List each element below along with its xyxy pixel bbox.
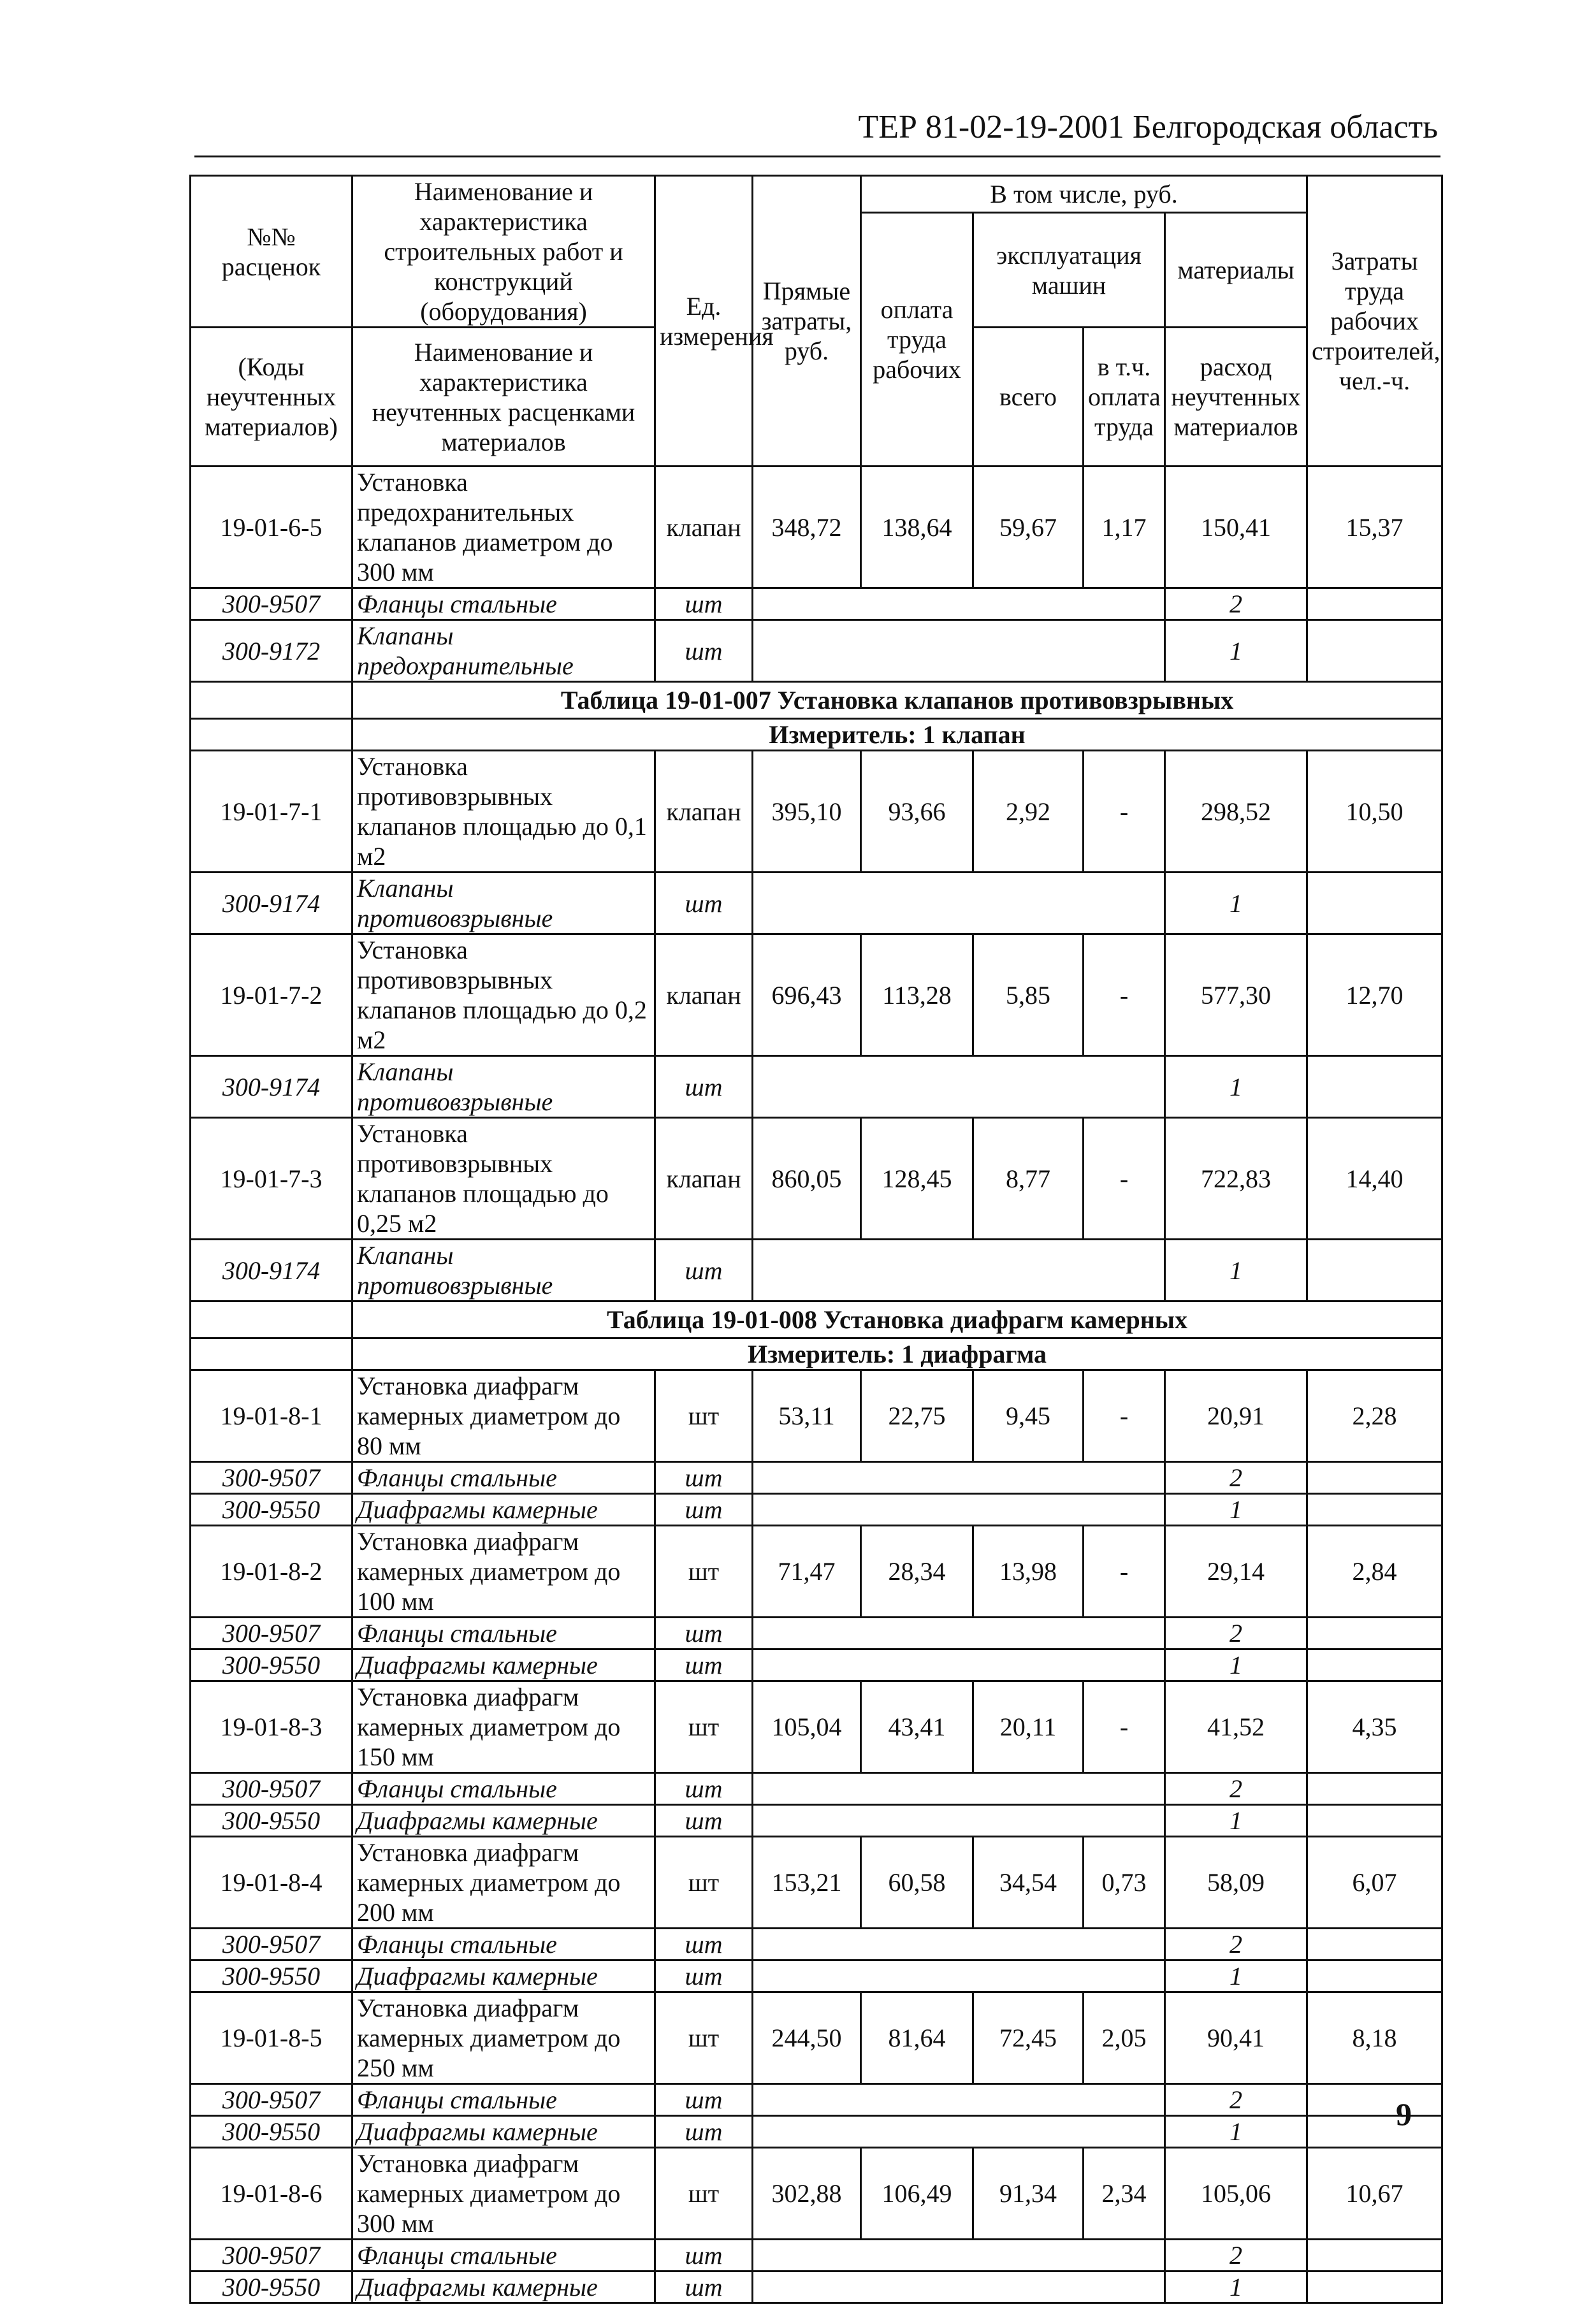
material-unit: шт: [655, 2116, 753, 2148]
col-header-material-use: расход неучтенных материалов: [1165, 328, 1307, 467]
table-title: Таблица 19-01-007 Установка клапанов противовзрывных: [352, 682, 1442, 719]
material-name: Клапаны противовзрывные: [352, 1240, 655, 1301]
unit: шт: [655, 1992, 753, 2084]
empty-cell: [191, 682, 352, 719]
labor-pay: 81,64: [861, 1992, 973, 2084]
material-unit: шт: [655, 2084, 753, 2116]
empty-cell: [753, 1960, 1165, 1992]
material-quantity: 1: [1165, 1056, 1307, 1118]
empty-cell: [753, 588, 1165, 620]
material-unit: шт: [655, 620, 753, 682]
rate-row: [191, 751, 1442, 873]
unit: шт: [655, 2148, 753, 2240]
page-number: 9: [1396, 2096, 1412, 2132]
empty-cell: [753, 2084, 1165, 2116]
rate-code: 19-01-8-6: [191, 2148, 352, 2240]
material-code: 300-9507: [191, 1773, 352, 1805]
empty-cell: [1307, 2240, 1442, 2271]
empty-cell: [1307, 1056, 1442, 1118]
col-header-materials: материалы: [1165, 213, 1307, 328]
rate-code: 19-01-7-3: [191, 1118, 352, 1240]
labor-hours: 10,50: [1307, 751, 1442, 873]
direct-cost: 244,50: [753, 1992, 861, 2084]
unit: клапан: [655, 1118, 753, 1240]
machine-labor-pay: -: [1084, 1118, 1165, 1240]
material-quantity: 1: [1165, 2271, 1307, 2303]
material-quantity: 2: [1165, 1773, 1307, 1805]
empty-cell: [753, 1056, 1165, 1118]
rate-code: 19-01-7-2: [191, 934, 352, 1056]
direct-cost: 71,47: [753, 1526, 861, 1618]
material-quantity: 2: [1165, 1462, 1307, 1494]
material-code: 300-9550: [191, 1649, 352, 1681]
labor-hours: 2,84: [1307, 1526, 1442, 1618]
material-name: Диафрагмы камерные: [352, 1649, 655, 1681]
material-name: Фланцы стальные: [352, 2240, 655, 2271]
rate-row: [191, 1526, 1442, 1618]
material-unit: шт: [655, 1649, 753, 1681]
machine-cost: 9,45: [973, 1370, 1084, 1462]
material-name: Фланцы стальные: [352, 588, 655, 620]
machine-cost: 34,54: [973, 1837, 1084, 1929]
material-code: 300-9507: [191, 2240, 352, 2271]
col-header-labor: Затраты труда рабочих строителей, чел.-ч.: [1307, 176, 1442, 467]
labor-hours: 4,35: [1307, 1681, 1442, 1773]
unit: клапан: [655, 751, 753, 873]
rates-table: [189, 175, 1443, 2304]
direct-cost: 696,43: [753, 934, 861, 1056]
table-title: Таблица 19-01-008 Установка диафрагм камерных: [352, 1301, 1442, 1338]
empty-cell: [1307, 1805, 1442, 1837]
empty-cell: [1307, 1494, 1442, 1526]
labor-pay: 43,41: [861, 1681, 973, 1773]
empty-cell: [1307, 873, 1442, 934]
direct-cost: 860,05: [753, 1118, 861, 1240]
material-row: [191, 1494, 1442, 1526]
machine-labor-pay: 2,34: [1084, 2148, 1165, 2240]
measure-row: [191, 1338, 1442, 1370]
machine-labor-pay: -: [1084, 1681, 1165, 1773]
rate-name: Установка противовзрывных клапанов площадью до 0,1 м2: [352, 751, 655, 873]
material-row: [191, 2116, 1442, 2148]
empty-cell: [753, 1618, 1165, 1649]
material-unit: шт: [655, 1773, 753, 1805]
rate-code: 19-01-8-1: [191, 1370, 352, 1462]
measure-unit: Измеритель: 1 клапан: [352, 719, 1442, 751]
empty-cell: [753, 2271, 1165, 2303]
empty-cell: [1307, 1649, 1442, 1681]
machine-cost: 8,77: [973, 1118, 1084, 1240]
material-code: 300-9550: [191, 1805, 352, 1837]
material-code: 300-9507: [191, 1618, 352, 1649]
measure-row: [191, 719, 1442, 751]
rate-code: 19-01-6-5: [191, 467, 352, 588]
material-name: Диафрагмы камерные: [352, 1960, 655, 1992]
rate-code: 19-01-8-5: [191, 1992, 352, 2084]
empty-cell: [753, 620, 1165, 682]
material-unit: шт: [655, 2240, 753, 2271]
material-unit: шт: [655, 1240, 753, 1301]
labor-hours: 8,18: [1307, 1992, 1442, 2084]
material-quantity: 1: [1165, 1960, 1307, 1992]
material-code: 300-9550: [191, 2271, 352, 2303]
material-name: Фланцы стальные: [352, 1929, 655, 1960]
material-quantity: 1: [1165, 1240, 1307, 1301]
material-unit: шт: [655, 1056, 753, 1118]
rate-code: 19-01-8-4: [191, 1837, 352, 1929]
material-name: Клапаны противовзрывные: [352, 873, 655, 934]
rate-code: 19-01-8-3: [191, 1681, 352, 1773]
direct-cost: 53,11: [753, 1370, 861, 1462]
material-quantity: 1: [1165, 2116, 1307, 2148]
material-cost: 105,06: [1165, 2148, 1307, 2240]
machine-cost: 13,98: [973, 1526, 1084, 1618]
empty-cell: [1307, 1618, 1442, 1649]
empty-cell: [753, 1649, 1165, 1681]
machine-labor-pay: 1,17: [1084, 467, 1165, 588]
rate-row: [191, 467, 1442, 588]
unit: клапан: [655, 467, 753, 588]
material-name: Фланцы стальные: [352, 1462, 655, 1494]
rate-row: [191, 1992, 1442, 2084]
material-unit: шт: [655, 2271, 753, 2303]
material-code: 300-9550: [191, 2116, 352, 2148]
labor-pay: 28,34: [861, 1526, 973, 1618]
unit: шт: [655, 1370, 753, 1462]
empty-cell: [753, 1240, 1165, 1301]
empty-cell: [1307, 620, 1442, 682]
direct-cost: 348,72: [753, 467, 861, 588]
rate-name: Установка диафрагм камерных диаметром до 300 мм: [352, 2148, 655, 2240]
table-title-row: [191, 682, 1442, 719]
material-quantity: 1: [1165, 620, 1307, 682]
material-code: 300-9507: [191, 588, 352, 620]
material-row: [191, 2084, 1442, 2116]
empty-cell: [1307, 1240, 1442, 1301]
material-name: Фланцы стальные: [352, 1618, 655, 1649]
empty-cell: [1307, 1462, 1442, 1494]
empty-cell: [1307, 1929, 1442, 1960]
material-quantity: 1: [1165, 1805, 1307, 1837]
empty-cell: [1307, 1960, 1442, 1992]
labor-pay: 22,75: [861, 1370, 973, 1462]
direct-cost: 395,10: [753, 751, 861, 873]
material-cost: 298,52: [1165, 751, 1307, 873]
labor-hours: 15,37: [1307, 467, 1442, 588]
machine-cost: 5,85: [973, 934, 1084, 1056]
labor-pay: 93,66: [861, 751, 973, 873]
col-header-total: всего: [973, 328, 1084, 467]
labor-hours: 6,07: [1307, 1837, 1442, 1929]
material-unit: шт: [655, 873, 753, 934]
empty-cell: [191, 1301, 352, 1338]
material-code: 300-9507: [191, 2084, 352, 2116]
material-unit: шт: [655, 1929, 753, 1960]
col-header-unit: Ед. измерения: [655, 176, 753, 467]
unit: шт: [655, 1681, 753, 1773]
empty-cell: [191, 1338, 352, 1370]
empty-cell: [753, 1929, 1165, 1960]
material-code: 300-9507: [191, 1462, 352, 1494]
col-header-incl-pay: в т.ч. оплата труда: [1084, 328, 1165, 467]
col-header-direct: Прямые затраты, руб.: [753, 176, 861, 467]
material-name: Фланцы стальные: [352, 1773, 655, 1805]
labor-pay: 113,28: [861, 934, 973, 1056]
labor-hours: 12,70: [1307, 934, 1442, 1056]
material-cost: 20,91: [1165, 1370, 1307, 1462]
machine-labor-pay: -: [1084, 1370, 1165, 1462]
unit: шт: [655, 1526, 753, 1618]
rate-name: Установка предохранительных клапанов диаметром до 300 мм: [352, 467, 655, 588]
empty-cell: [1307, 1773, 1442, 1805]
material-unit: шт: [655, 1805, 753, 1837]
material-cost: 90,41: [1165, 1992, 1307, 2084]
machine-cost: 20,11: [973, 1681, 1084, 1773]
empty-cell: [753, 1494, 1165, 1526]
material-unit: шт: [655, 1618, 753, 1649]
header-rule: [194, 156, 1440, 157]
material-name: Фланцы стальные: [352, 2084, 655, 2116]
material-cost: 150,41: [1165, 467, 1307, 588]
rate-name: Установка диафрагм камерных диаметром до 150 мм: [352, 1681, 655, 1773]
material-row: [191, 620, 1442, 682]
material-row: [191, 1056, 1442, 1118]
col-header-machines: эксплуатация машин: [973, 213, 1165, 328]
material-quantity: 2: [1165, 2240, 1307, 2271]
material-quantity: 1: [1165, 1494, 1307, 1526]
rate-row: [191, 1118, 1442, 1240]
empty-cell: [753, 1805, 1165, 1837]
rate-row: [191, 2148, 1442, 2240]
unit: клапан: [655, 934, 753, 1056]
rate-code: 19-01-7-1: [191, 751, 352, 873]
labor-hours: 2,28: [1307, 1370, 1442, 1462]
empty-cell: [1307, 588, 1442, 620]
material-code: 300-9174: [191, 873, 352, 934]
material-code: 300-9550: [191, 1494, 352, 1526]
empty-cell: [753, 1462, 1165, 1494]
material-cost: 41,52: [1165, 1681, 1307, 1773]
material-name: Диафрагмы камерные: [352, 1494, 655, 1526]
material-cost: 577,30: [1165, 934, 1307, 1056]
rate-name: Установка противовзрывных клапанов площадью до 0,25 м2: [352, 1118, 655, 1240]
rate-row: [191, 1370, 1442, 1462]
rate-name: Установка диафрагм камерных диаметром до 200 мм: [352, 1837, 655, 1929]
material-row: [191, 1618, 1442, 1649]
material-row: [191, 1960, 1442, 1992]
material-quantity: 2: [1165, 1618, 1307, 1649]
material-unit: шт: [655, 588, 753, 620]
material-quantity: 2: [1165, 2084, 1307, 2116]
rate-code: 19-01-8-2: [191, 1526, 352, 1618]
material-quantity: 2: [1165, 588, 1307, 620]
direct-cost: 105,04: [753, 1681, 861, 1773]
col-header-name: Наименование и характеристика строительных работ и конструкций (оборудования): [352, 176, 655, 328]
material-unit: шт: [655, 1462, 753, 1494]
material-code: 300-9172: [191, 620, 352, 682]
material-quantity: 1: [1165, 1649, 1307, 1681]
machine-cost: 2,92: [973, 751, 1084, 873]
material-cost: 58,09: [1165, 1837, 1307, 1929]
material-row: [191, 1773, 1442, 1805]
rate-name: Установка диафрагм камерных диаметром до 80 мм: [352, 1370, 655, 1462]
labor-hours: 10,67: [1307, 2148, 1442, 2240]
col-header-code: №№ расценок: [191, 176, 352, 328]
unit: шт: [655, 1837, 753, 1929]
col-header-code-bottom: (Коды неучтенных материалов): [191, 328, 352, 467]
material-row: [191, 1240, 1442, 1301]
material-cost: 722,83: [1165, 1118, 1307, 1240]
machine-cost: 72,45: [973, 1992, 1084, 2084]
labor-pay: 106,49: [861, 2148, 973, 2240]
empty-cell: [191, 719, 352, 751]
material-row: [191, 1649, 1442, 1681]
material-row: [191, 1462, 1442, 1494]
material-name: Диафрагмы камерные: [352, 1805, 655, 1837]
material-row: [191, 2240, 1442, 2271]
machine-labor-pay: -: [1084, 1526, 1165, 1618]
machine-labor-pay: -: [1084, 751, 1165, 873]
empty-cell: [1307, 2116, 1442, 2148]
empty-cell: [1307, 2084, 1442, 2116]
rate-row: [191, 1837, 1442, 1929]
material-unit: шт: [655, 1494, 753, 1526]
rate-row: [191, 934, 1442, 1056]
material-code: 300-9174: [191, 1240, 352, 1301]
col-header-name-bottom: Наименование и характеристика неучтенных расценками материалов: [352, 328, 655, 467]
empty-cell: [753, 873, 1165, 934]
direct-cost: 153,21: [753, 1837, 861, 1929]
col-header-incl: В том числе, руб.: [861, 176, 1307, 213]
empty-cell: [753, 2116, 1165, 2148]
labor-pay: 128,45: [861, 1118, 973, 1240]
col-header-labor-pay: оплата труда рабочих: [861, 213, 973, 467]
empty-cell: [753, 1773, 1165, 1805]
material-name: Диафрагмы камерные: [352, 2271, 655, 2303]
rate-row: [191, 1681, 1442, 1773]
rate-name: Установка диафрагм камерных диаметром до 100 мм: [352, 1526, 655, 1618]
material-code: 300-9507: [191, 1929, 352, 1960]
material-row: [191, 1929, 1442, 1960]
document-header: ТЕР 81-02-19-2001 Белгородская область: [858, 109, 1438, 145]
machine-labor-pay: 2,05: [1084, 1992, 1165, 2084]
material-name: Диафрагмы камерные: [352, 2116, 655, 2148]
material-row: [191, 873, 1442, 934]
rate-name: Установка противовзрывных клапанов площадью до 0,2 м2: [352, 934, 655, 1056]
material-name: Клапаны противовзрывные: [352, 1056, 655, 1118]
machine-labor-pay: -: [1084, 934, 1165, 1056]
material-code: 300-9174: [191, 1056, 352, 1118]
material-row: [191, 2271, 1442, 2303]
empty-cell: [1307, 2271, 1442, 2303]
measure-unit: Измеритель: 1 диафрагма: [352, 1338, 1442, 1370]
material-quantity: 1: [1165, 873, 1307, 934]
empty-cell: [753, 2240, 1165, 2271]
direct-cost: 302,88: [753, 2148, 861, 2240]
table-title-row: [191, 1301, 1442, 1338]
material-quantity: 2: [1165, 1929, 1307, 1960]
material-cost: 29,14: [1165, 1526, 1307, 1618]
material-row: [191, 1805, 1442, 1837]
rate-name: Установка диафрагм камерных диаметром до 250 мм: [352, 1992, 655, 2084]
material-code: 300-9550: [191, 1960, 352, 1992]
machine-cost: 91,34: [973, 2148, 1084, 2240]
machine-labor-pay: 0,73: [1084, 1837, 1165, 1929]
labor-hours: 14,40: [1307, 1118, 1442, 1240]
machine-cost: 59,67: [973, 467, 1084, 588]
labor-pay: 138,64: [861, 467, 973, 588]
material-unit: шт: [655, 1960, 753, 1992]
labor-pay: 60,58: [861, 1837, 973, 1929]
material-row: [191, 588, 1442, 620]
material-name: Клапаны предохранительные: [352, 620, 655, 682]
